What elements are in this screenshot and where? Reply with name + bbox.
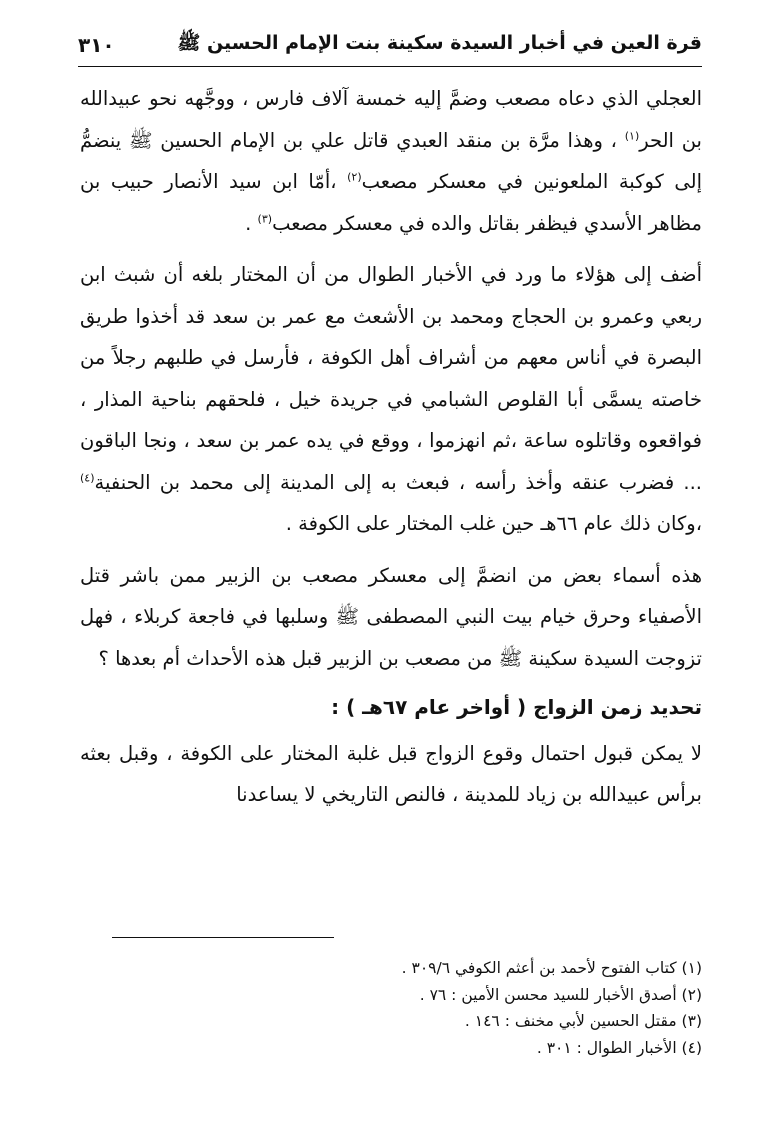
running-header-title: قرة العين في أخبار السيدة سكينة بنت الإمام الحسين ﷺ: [177, 32, 702, 54]
footnote-3: (٣) مقتل الحسين لأبي مخنف : ١٤٦ .: [464, 1012, 702, 1030]
footnote-2: (٢) أصدق الأخبار للسيد محسن الأمين : ٧٦ .: [419, 985, 702, 1004]
footnote-4: (٤) الأخبار الطوال : ٣٠١ .: [536, 1038, 702, 1057]
text-run: .: [245, 211, 258, 235]
text-run: العجلي الذي دعاه مصعب وضمَّ إليه خمسة آلاف فارس ، ووجَّهه نحو عبيدالله بن الحر: [80, 87, 702, 152]
running-header: [78, 30, 702, 67]
main-text: [80, 78, 702, 824]
page-number: ٣١٠: [78, 33, 115, 57]
paragraph-4: لا يمكن قبول احتمال وقوع الزواج قبل غلبة المختار على الكوفة ، وقبل بعثه برأس عبيدالله بن زياد للمدينة ، فالنص التاريخي لا يساعدنا: [80, 741, 702, 806]
text-run: ،أمّا ابن سيد الأنصار حبيب بن مظاهر الأسدي فيظفر بقاتل والده في معسكر مصعب: [80, 170, 702, 235]
footnote-ref-2: (٢): [347, 170, 362, 184]
section-heading: تحديد زمن الزواج ( أواخر عام ٦٧هـ ) :: [331, 695, 702, 719]
text-run: هذه أسماء بعض من انضمَّ إلى معسكر مصعب بن الزبير ممن باشر قتل الأصفياء وحرق خيام بيت النبي المصطفى ﷺ وسلبها في فاجعة كربلاء ، فهل تزوجت السيدة سكينة ﷺ من مصعب بن الزبير قبل هذه الأحداث أم بعدها ؟: [80, 563, 702, 670]
paragraph-3: [80, 555, 702, 680]
footnote-1: (١) كتاب الفتوح لأحمد بن أعثم الكوفي ٣٠٩/٦ .: [401, 959, 702, 977]
footnotes: [80, 955, 702, 1061]
footnote-ref-4: (٤): [80, 471, 95, 484]
paragraph-2: [80, 254, 702, 545]
text-run: ، وهذا مرَّة بن منقد العبدي قاتل علي بن الإمام الحسين ﷺ ينضمُّ إلى كوكبة الملعونين في معسكر مصعب: [80, 128, 702, 193]
paragraph-1: [80, 78, 702, 244]
footnote-ref-1: (١): [624, 129, 640, 142]
footnote-separator: [112, 937, 334, 938]
text-run: أضف إلى هؤلاء ما ورد في الأخبار الطوال من أن المختار بلغه أن شبث ابن ربعي وعمرو بن الحجاج ومحمد بن الأشعث مع عمر بن سعد قد أخذوا طريق البصرة في أناس معهم من أشراف أهل الكوفة ، فأرسل في طلبهم رجلاً من خاصته يسمَّى أبا القلوص الشبامي في جريدة خيل ، فلحقهم بناحية المذار ، فواقعوه وقاتلوه ساعة ،ثم انهزموا ، ووقع في يده عمر بن سعد ، ونجا الباقون ... فضرب عنقه وأخذ رأسه ، فبعث به إلى المدينة إلى محمد بن الحنفية: [80, 263, 702, 494]
text-run: ،وكان ذلك عام ٦٦هـ حين غلب المختار على الكوفة .: [285, 512, 702, 535]
footnote-ref-3: (٣): [257, 212, 273, 225]
